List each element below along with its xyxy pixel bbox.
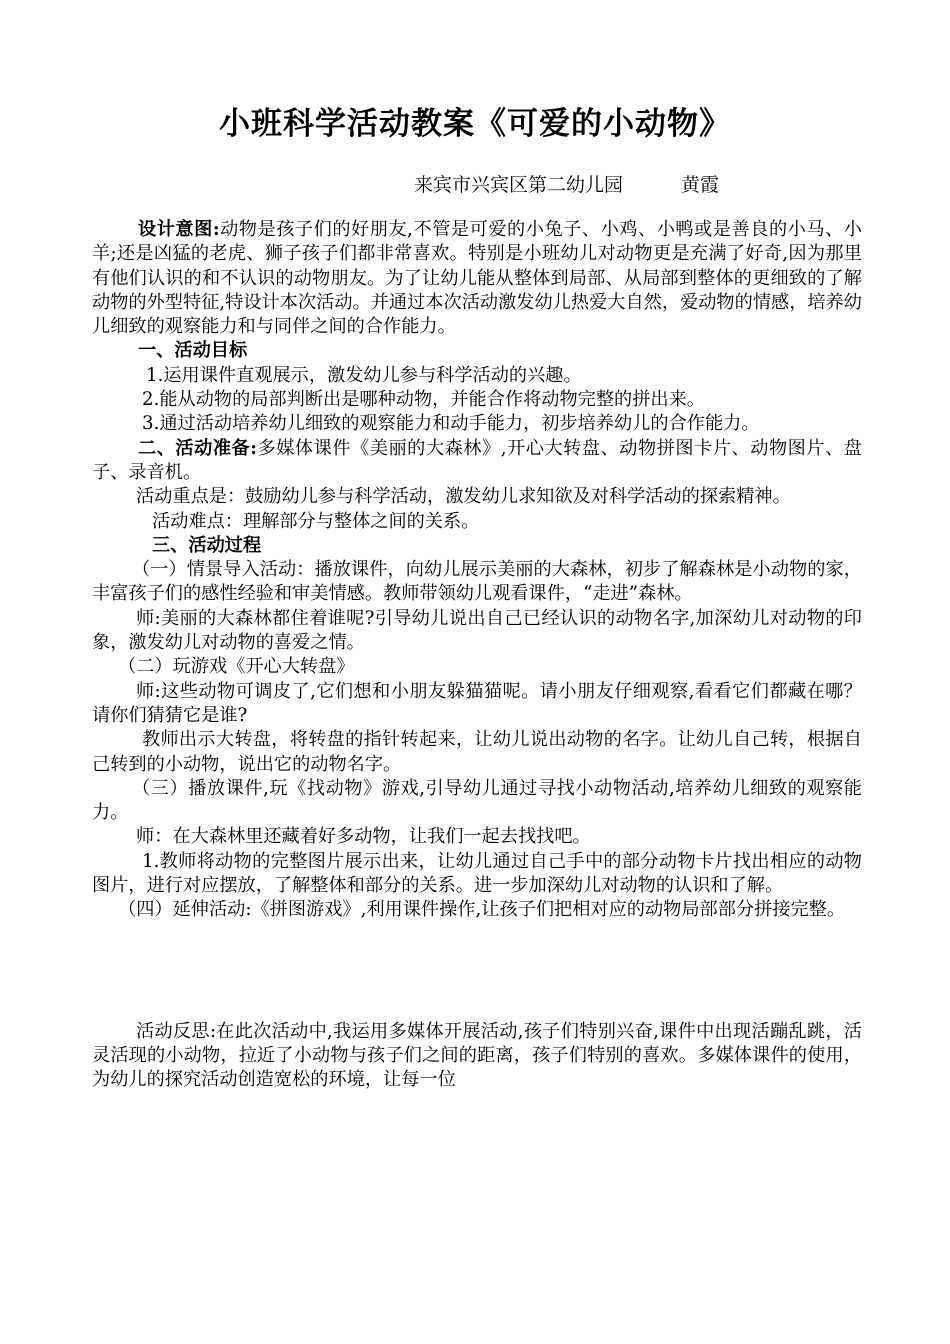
prep-text: 多媒体课件《美丽的大森林》,开心大转盘、动物拼图卡片、动物图片、盘子、录音机。 bbox=[92, 437, 862, 483]
author-line bbox=[414, 170, 719, 197]
goal-item: 1.运用课件直观展示，激发幼儿参与科学活动的兴趣。 bbox=[146, 364, 582, 386]
step-paragraph: （二）玩游戏《开心大转盘》 bbox=[118, 656, 355, 678]
step-paragraph: 师：在大森林里还藏着好多动物，让我们一起去找找吧。 bbox=[136, 826, 591, 848]
step-paragraph: （四）延伸活动:《拼图游戏》,利用课件操作,让孩子们把相对应的动物局部部分拼接完整。 bbox=[118, 899, 846, 921]
spacer bbox=[92, 923, 862, 1020]
author-name: 黄霞 bbox=[681, 174, 720, 196]
goals-heading: 一、活动目标 bbox=[138, 340, 248, 362]
page-title: 小班科学活动教案《可爱的小动物》 bbox=[219, 106, 731, 142]
school-name: 来宾市兴宾区第二幼儿园 bbox=[414, 174, 624, 196]
process-heading: 三、活动过程 bbox=[152, 534, 262, 556]
design-paragraph bbox=[92, 218, 862, 339]
difficulty: 活动难点：理解部分与整体之间的关系。 bbox=[152, 510, 480, 532]
design-label: 设计意图: bbox=[138, 219, 220, 240]
key-point: 活动重点是：鼓励幼儿参与科学活动，激发幼儿求知欲及对科学活动的探索精神。 bbox=[136, 486, 791, 508]
step-paragraph: （三）播放课件,玩《找动物》游戏,引导幼儿通过寻找小动物活动,培养幼儿细致的观察能力。 bbox=[92, 777, 862, 824]
goal-item: 2.能从动物的局部判断出是哪种动物，并能合作将动物完整的拼出来。 bbox=[142, 389, 705, 411]
step-paragraph: （一）情景导入活动：播放课件，向幼儿展示美丽的大森林，初步了解森林是小动物的家，丰富孩子们的感性经验和审美情感。教师带领幼儿观看课件，“走进”森林。 bbox=[92, 559, 862, 605]
prep-label: 二、活动准备: bbox=[138, 437, 257, 459]
step-paragraph: 师:这些动物可调皮了,它们想和小朋友躲猫猫呢。请小朋友仔细观察,看看它们都藏在哪？请你们猜猜它是谁? bbox=[92, 680, 862, 726]
step-paragraph: 师:美丽的大森林都住着谁呢?引导幼儿说出自己已经认识的动物名字,加深幼儿对动物的印象，激发幼儿对动物的喜爱之情。 bbox=[92, 607, 862, 654]
reflection-paragraph: 活动反思:在此次活动中,我运用多媒体开展活动,孩子们特别兴奋,课件中出现活蹦乱跳，活灵活现的小动物，拉近了小动物与孩子们之间的距离，孩子们特别的喜欢。多媒体课件的使用，为幼儿的探究活动创造宽松的环境，让每一位 bbox=[92, 1020, 862, 1091]
document-body bbox=[92, 218, 862, 1093]
step-paragraph: 1.教师将动物的完整图片展示出来，让幼儿通过自己手中的部分动物卡片找出相应的动物图片，进行对应摆放，了解整体和部分的关系。进一步加深幼儿对动物的认识和了解。 bbox=[92, 850, 862, 897]
step-paragraph: 教师出示大转盘，将转盘的指针转起来，让幼儿说出动物的名字。让幼儿自己转，根据自己转到的小动物，说出它的动物名字。 bbox=[92, 729, 862, 775]
goal-item: 3.通过活动培养幼儿细致的观察能力和动手能力，初步培养幼儿的合作能力。 bbox=[142, 413, 760, 435]
design-text: 动物是孩子们的好朋友,不管是可爱的小兔子、小鸡、小鸭或是善良的小马、小羊;还是凶猛的老虎、狮子孩子们都非常喜欢。特别是小班幼儿对动物更是充满了好奇,因为那里有他们认识的和不认识的动物朋友。为了让幼儿能从整体到局部、从局部到整体的更细致的了解动物的外型特征,特设计本次活动。并通过本次活动激发幼儿热爱大自然，爱动物的情感，培养幼儿细致的观察能力和与同伴之间的合作能力。 bbox=[92, 219, 862, 338]
prep-paragraph bbox=[92, 437, 862, 486]
